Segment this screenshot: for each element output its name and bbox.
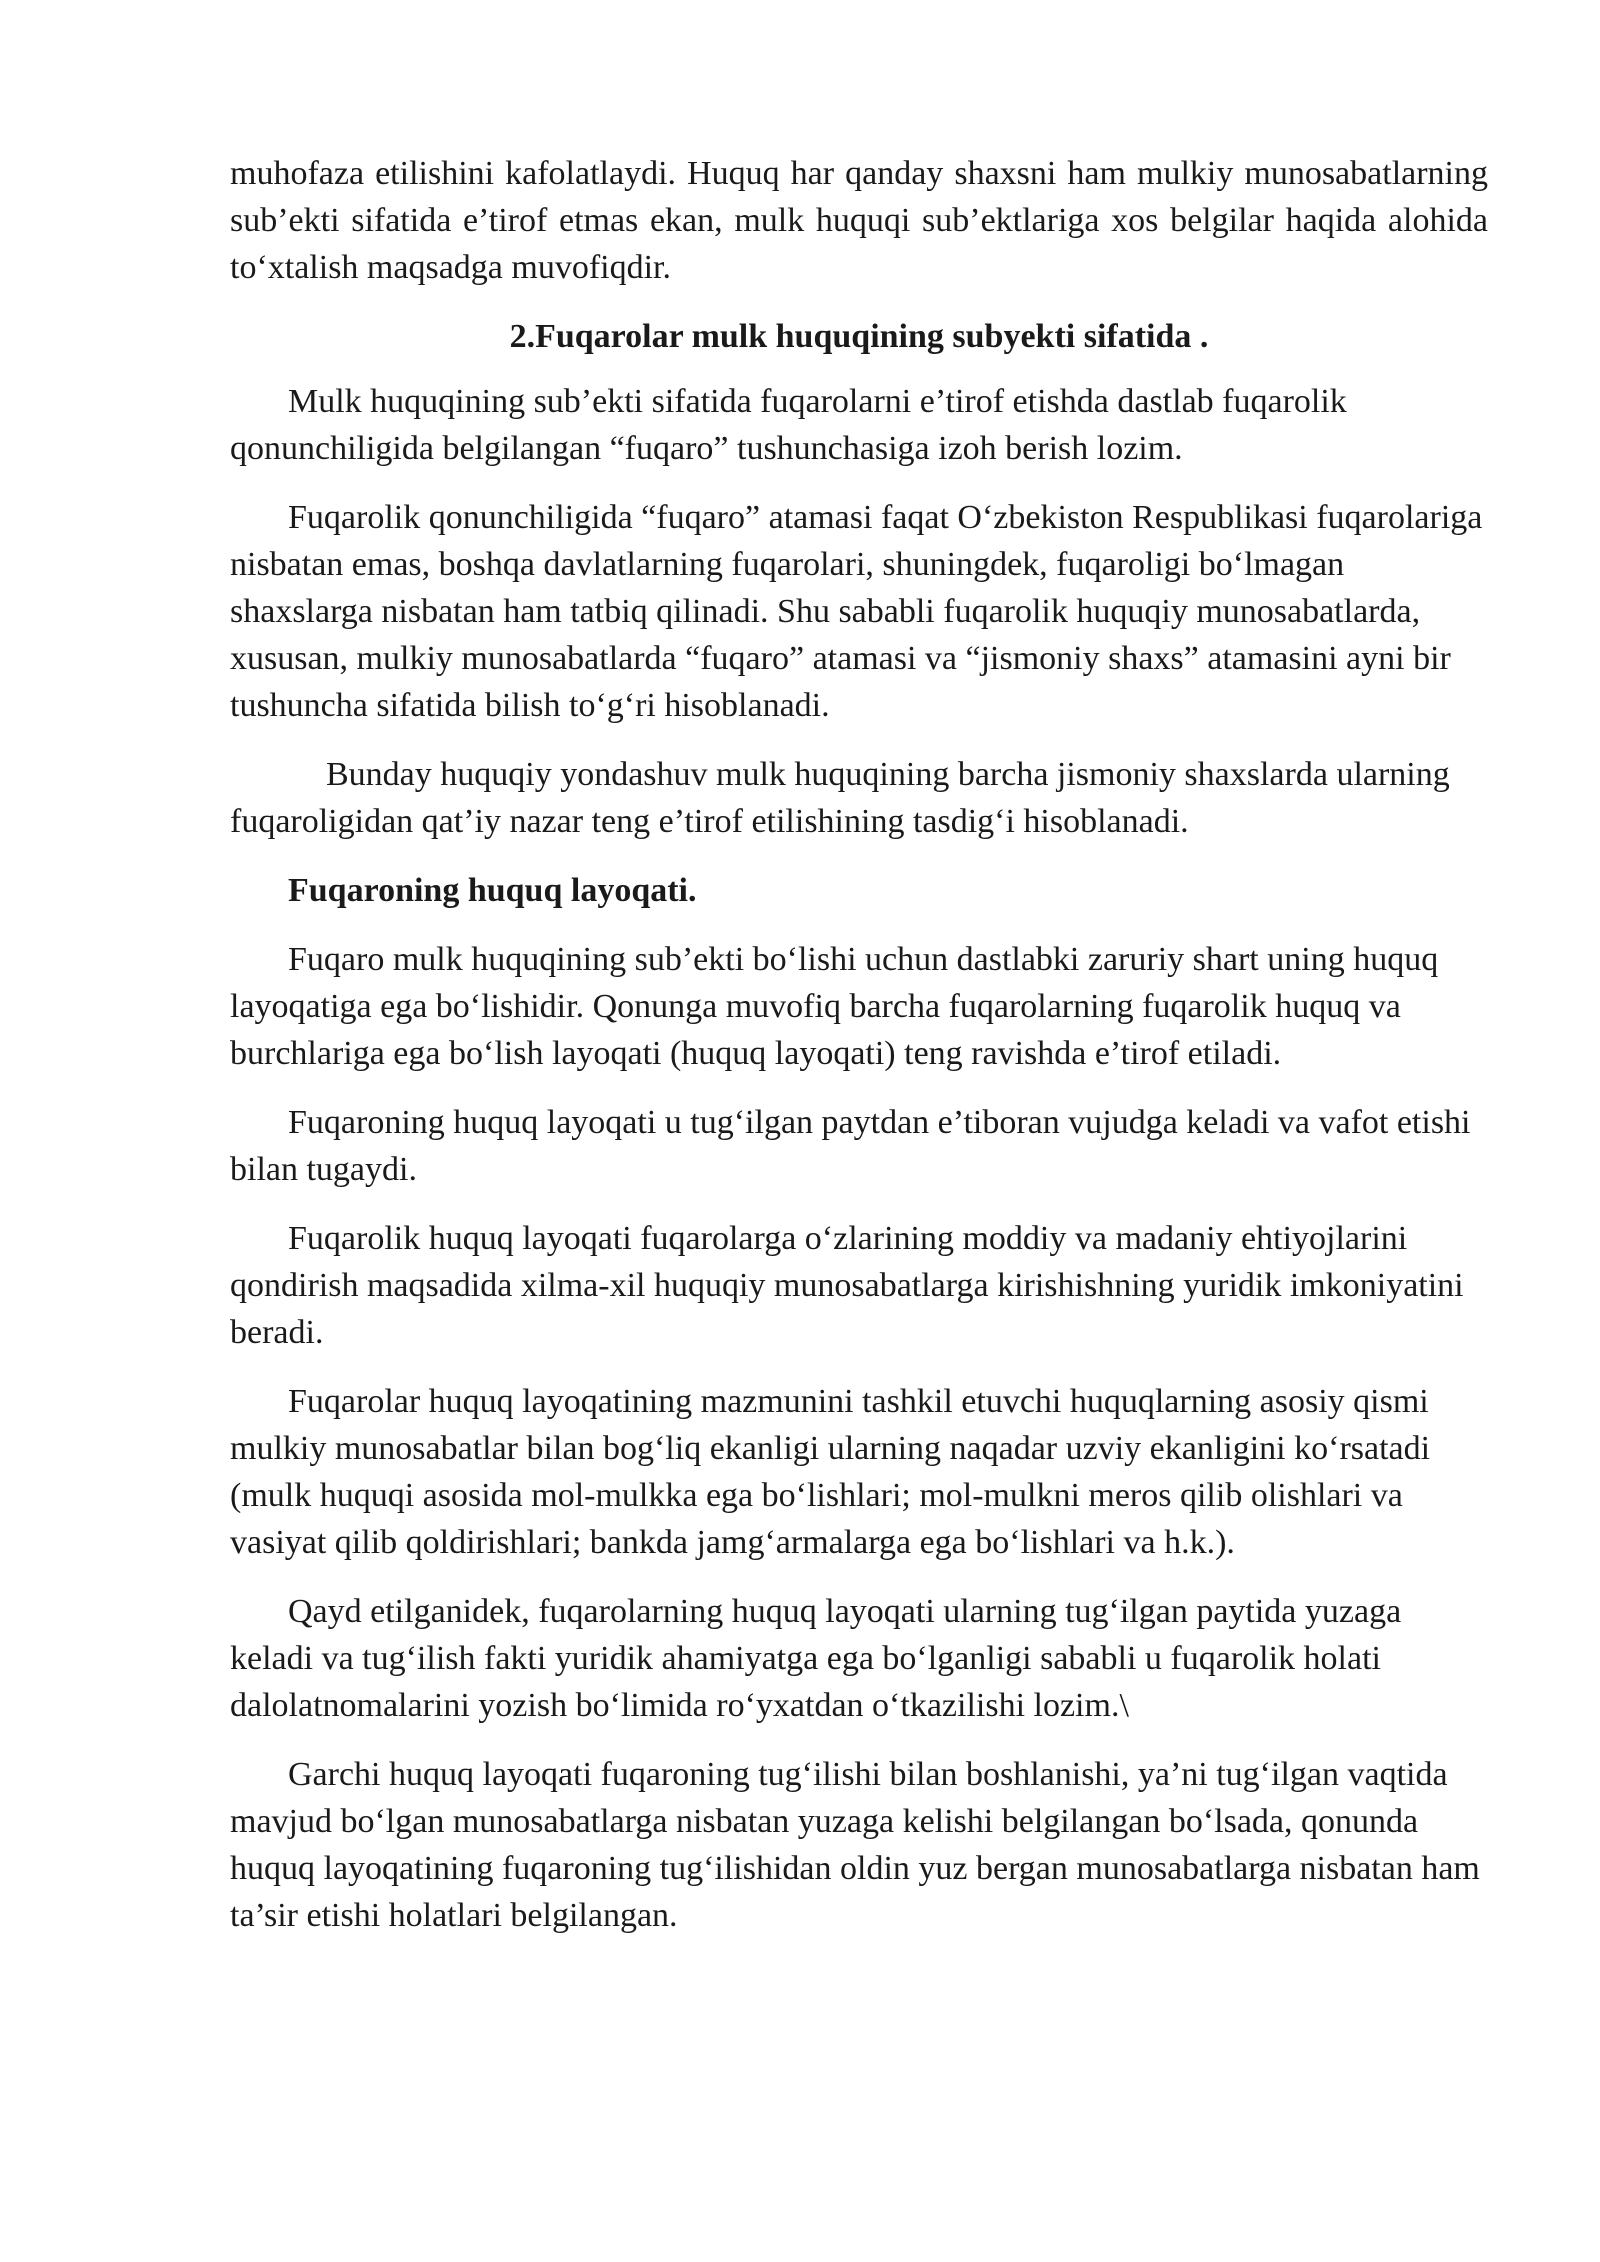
paragraph-citizen-term: Fuqarolik qonunchiligida “fuqaro” atamasi faqat O‘zbekiston Respublikasi fuqarolariga nisbatan emas, boshqa davlatlarning fuqarolari, shuningdek, fuqaroligi bo‘lmagan shaxslarga nisbatan ham tatbiq qilinadi. Shu sababli fuqarolik huquqiy munosabatlarda, xususan, mulkiy munosabatlarda “fuqaro” atamasi va “jismoniy shaxs” atamasini ayni bir tushuncha sifatida bilish to‘g‘ri hisoblanadi. bbox=[230, 499, 1483, 724]
section-heading: 2.Fuqarolar mulk huquqining subyekti sifatida . bbox=[509, 318, 1209, 355]
paragraph-capacity-content: Fuqarolar huquq layoqatining mazmunini tashkil etuvchi huquqlarning asosiy qismi mulkiy munosabatlar bilan bog‘liq ekanligi ularning naqadar uzviy ekanligini ko‘rsatadi (mulk huquqi asosida mol-mulkka ega bo‘lishlari; mol-mulkni meros qilib olishlari va vasiyat qilib qoldirishlari; bankda jamg‘armalarga ega bo‘lishlari va h.k.). bbox=[230, 1383, 1431, 1561]
subsection-heading: Fuqaroning huquq layoqati. bbox=[288, 872, 697, 909]
paragraph-prebirth-effect: Garchi huquq layoqati fuqaroning tug‘ilishi bilan boshlanishi, ya’ni tug‘ilgan vaqtida mavjud bo‘lgan munosabatlarga nisbatan yuzaga kelishi belgilangan bo‘lsada, qonunda huquq layoqatining fuqaroning tug‘ilishidan oldin yuz bergan munosabatlarga nisbatan ham ta’sir etishi holatlari belgilangan. bbox=[230, 1756, 1480, 1934]
paragraph-capacity-purpose: Fuqarolik huquq layoqati fuqarolarga o‘zlarining moddiy va madaniy ehtiyojlarini qondirish maqsadida xilma-xil huquqiy munosabatlarga kirishishning yuridik imkoniyatini beradi. bbox=[230, 1220, 1464, 1351]
paragraph-legal-capacity: Fuqaro mulk huquqining sub’ekti bo‘lishi uchun dastlabki zaruriy shart uning huquq layoqatiga ega bo‘lishidir. Qonunga muvofiq barcha fuqarolarning fuqarolik huquq va burchlariga ega bo‘lish layoqati (huquq layoqati) teng ravishda e’tirof etiladi. bbox=[230, 941, 1439, 1072]
paragraph-capacity-duration: Fuqaroning huquq layoqati u tug‘ilgan paytdan e’tiboran vujudga keladi va vafot etishi bilan tugaydi. bbox=[230, 1104, 1471, 1188]
paragraph-intro-continuation: muhofaza etilishini kafolatlaydi. Huquq har qanday shaxsni ham mulkiy munosabatlarning sub’ekti sifatida e’tirof etmas ekan, mulk huquqi sub’ektlariga xos belgilar haqida alohida to‘xtalish maqsadga muvofiqdir. bbox=[230, 155, 1488, 286]
paragraph-approach: Bunday huquqiy yondashuv mulk huquqining barcha jismoniy shaxslarda ularning fuqaroligidan qat’iy nazar teng e’tirof etilishining tasdig‘i hisoblanadi. bbox=[230, 756, 1450, 840]
paragraph-registration: Qayd etilganidek, fuqarolarning huquq layoqati ularning tug‘ilgan paytida yuzaga keladi va tug‘ilish fakti yuridik ahamiyatga ega bo‘lganligi sababli u fuqarolik holati dalolatnomalarini yozish bo‘limida ro‘yxatdan o‘tkazilishi lozim.\ bbox=[230, 1593, 1402, 1724]
paragraph-citizen-definition: Mulk huquqining sub’ekti sifatida fuqarolarni e’tirof etishda dastlab fuqarolik qonunchiligida belgilangan “fuqaro” tushunchasiga izoh berish lozim. bbox=[230, 383, 1347, 467]
document-page bbox=[230, 150, 1488, 1961]
